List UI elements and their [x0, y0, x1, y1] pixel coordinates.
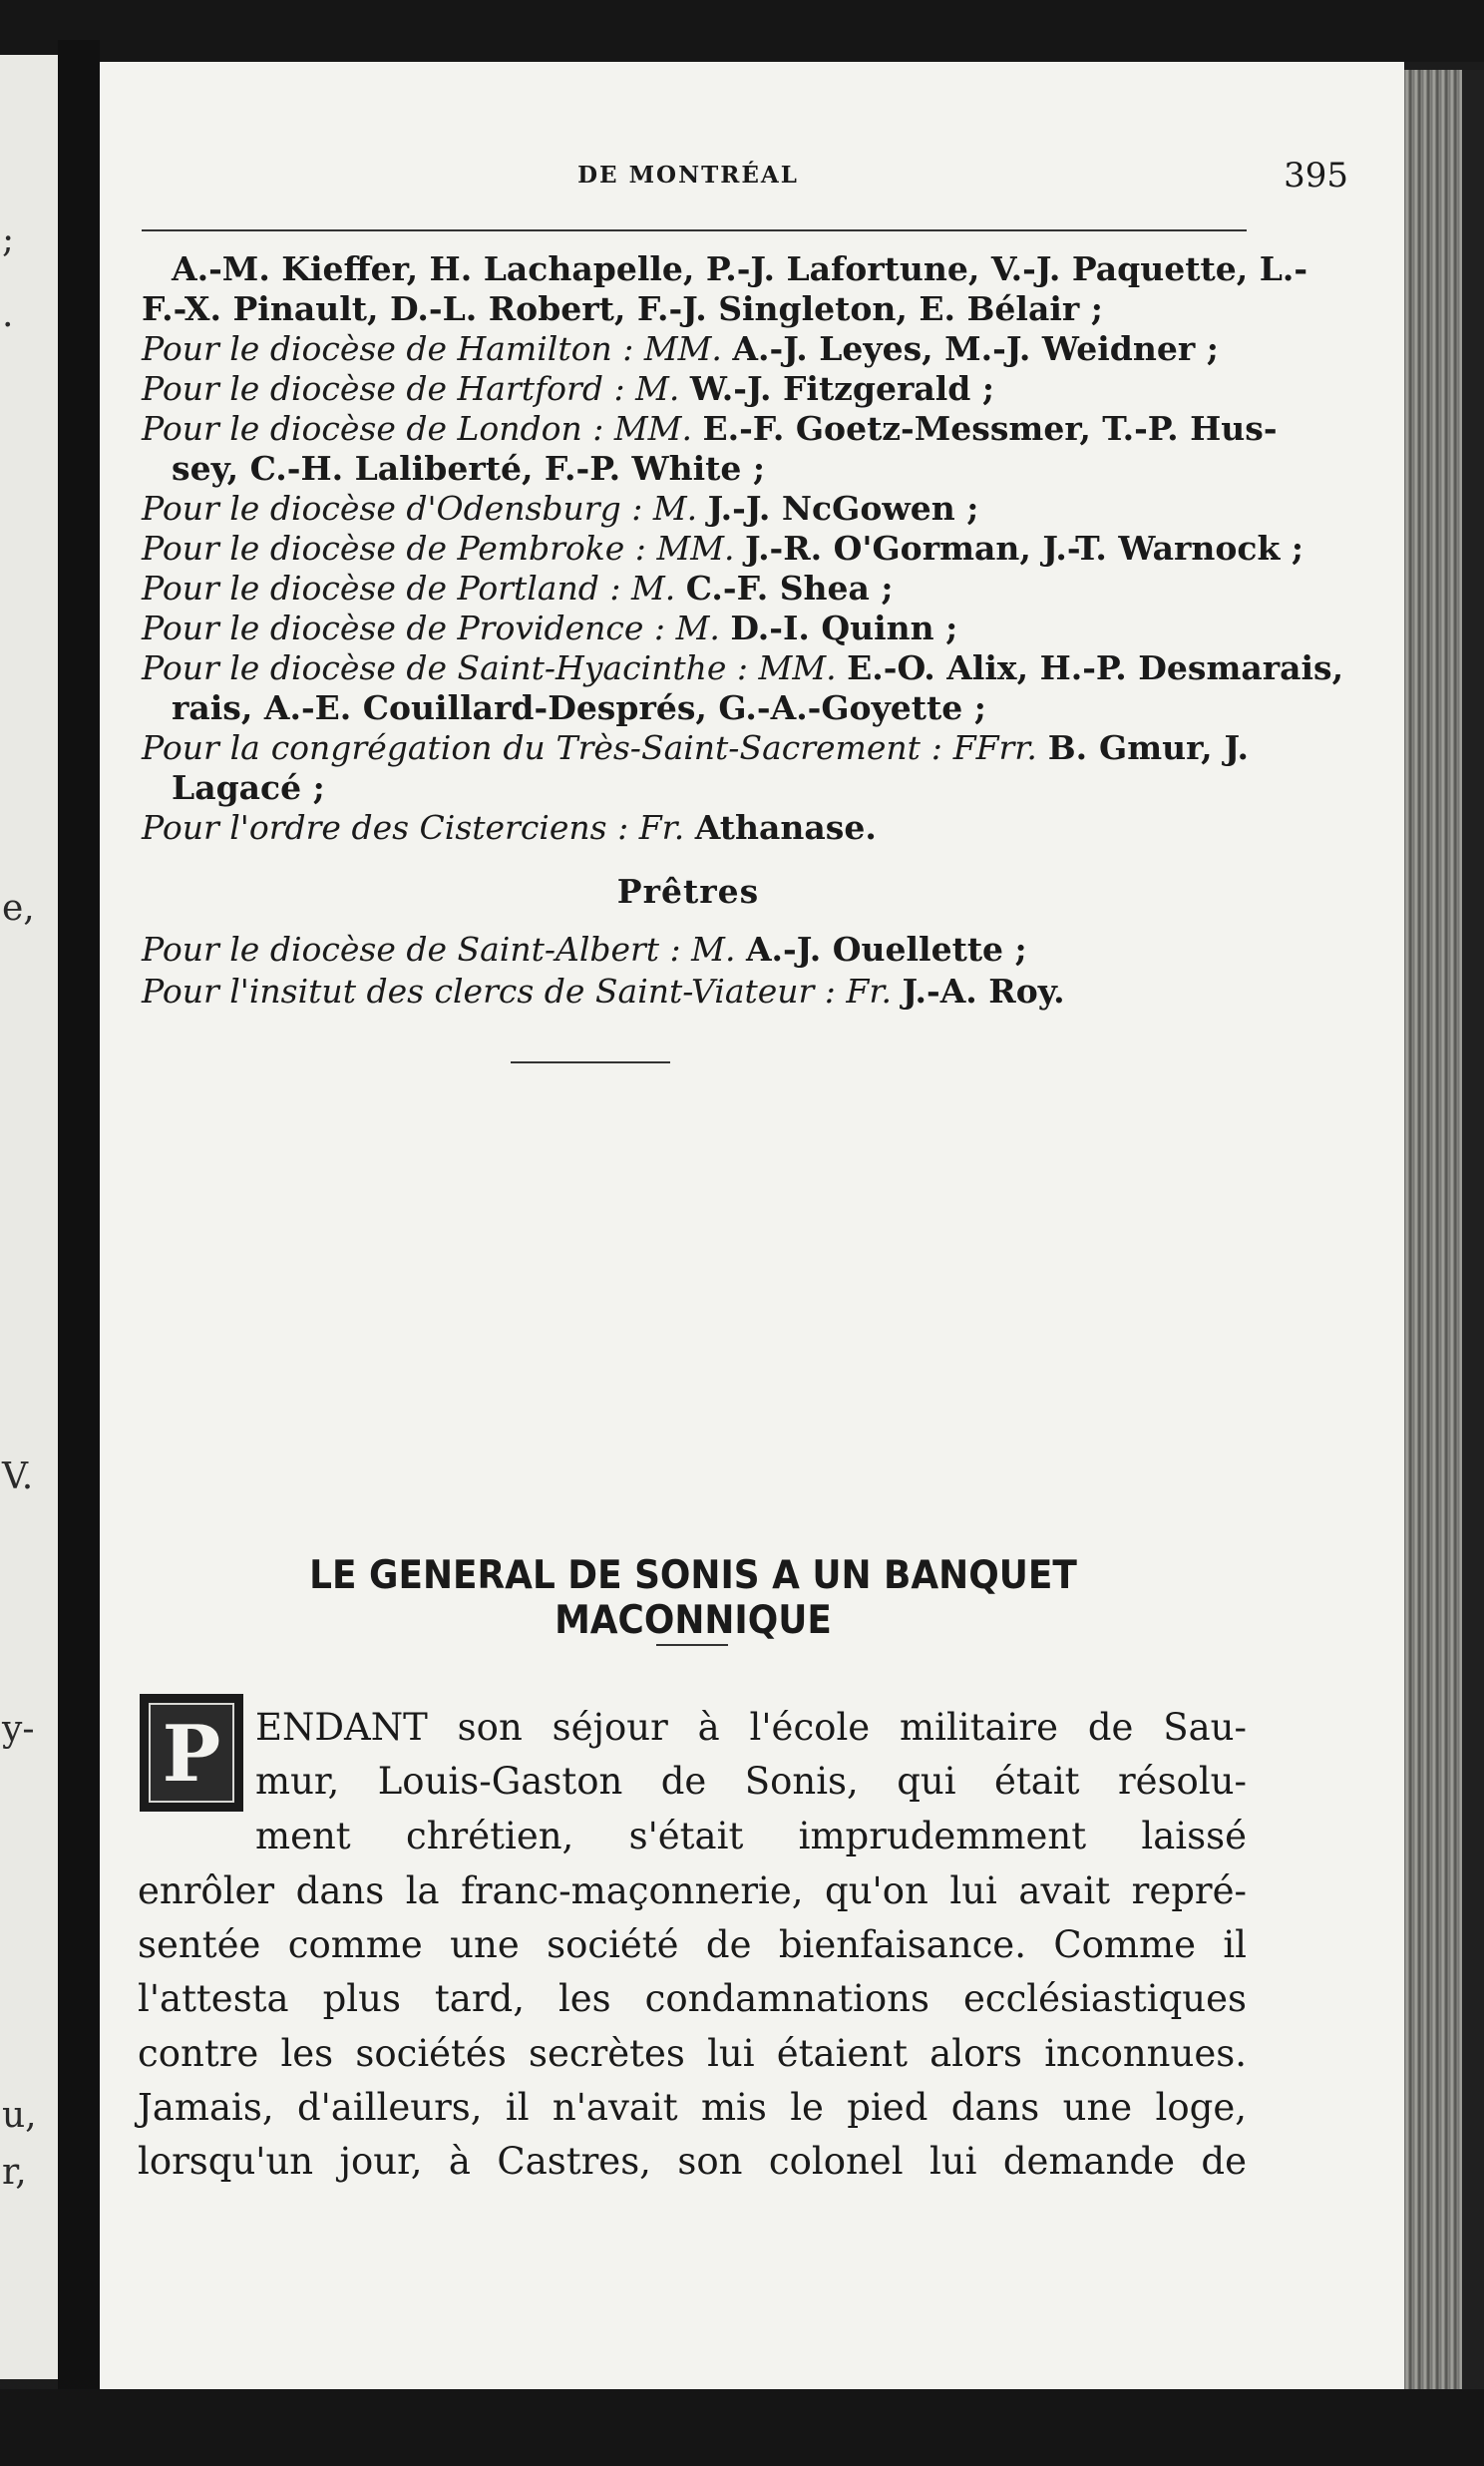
body-line: lorsqu'un jour, à Castres, son colonel lui demande de	[138, 2140, 1247, 2183]
body-line: Jamais, d'ailleurs, il n'avait mis le pied dans une loge,	[138, 2086, 1247, 2129]
drop-cap	[140, 1694, 243, 1812]
facing-page-edge	[0, 55, 58, 2379]
body-line: ENDANT son séjour à l'école militaire de Sau-	[255, 1706, 1247, 1749]
diocese-label: Pour le diocèse de London :	[142, 409, 604, 448]
list-line: F.-X. Pinault, D.-L. Robert, F.-J. Singleton, E. Bélair ;	[142, 289, 1103, 328]
facing-page-fragment: ;	[2, 219, 15, 260]
list-entry	[142, 369, 1249, 409]
facing-page-fragment: y-	[2, 1709, 35, 1750]
article-title: LE GENERAL DE SONIS A UN BANQUET MACONNIQUE	[309, 1553, 1077, 1643]
book-page	[100, 62, 1404, 2389]
list-entry	[142, 930, 1249, 970]
diocese-label: Pour le diocèse de Providence :	[142, 609, 666, 647]
list-entry	[142, 489, 1249, 529]
diocese-label: Pour le diocèse de Hamilton :	[142, 329, 634, 368]
section-divider	[511, 1061, 670, 1063]
book-gutter	[58, 40, 100, 2394]
names: J.-A. Roy.	[902, 972, 1065, 1011]
names: E.-F. Goetz-Messmer, T.-P. Hus-	[702, 409, 1278, 448]
names: J.-J. NcGowen ;	[707, 489, 979, 528]
title-abbrev: FFrr.	[952, 728, 1037, 767]
names: C.-F. Shea ;	[685, 569, 894, 608]
body-line: l'attesta plus tard, les condamnations ecclésiastiques	[138, 1977, 1247, 2020]
drop-cap-letter: P	[149, 1703, 234, 1803]
diocese-label: Pour le diocèse de Saint-Hyacinthe :	[142, 648, 749, 687]
header-rule	[142, 229, 1247, 231]
facing-page-fragment: V.	[2, 1456, 34, 1497]
diocese-label: Pour le diocèse de Saint-Albert :	[142, 930, 681, 969]
names: B. Gmur, J.	[1047, 728, 1249, 767]
facing-page-fragment: .	[2, 294, 14, 335]
body-line: contre les sociétés secrètes lui étaient alors inconnues.	[138, 2032, 1247, 2075]
names: A.-J. Leyes, M.-J. Weidner ;	[732, 329, 1219, 368]
facing-page-fragment: r,	[2, 2152, 27, 2193]
facing-page-fragment: u,	[2, 2095, 37, 2136]
list-entry	[142, 728, 1249, 768]
scan-top-border	[0, 0, 1484, 62]
running-head	[130, 154, 1346, 194]
section-heading: Prêtres	[616, 872, 760, 911]
names: W.-J. Fitzgerald ;	[689, 369, 995, 408]
list-entry	[142, 529, 1304, 569]
facing-page-fragment: e,	[2, 888, 35, 929]
list-line: Lagacé ;	[172, 768, 325, 807]
title-abbrev: M.	[691, 930, 736, 969]
title-abbrev: MM.	[656, 529, 735, 568]
names: E.-O. Alix, H.-P. Desmarais,	[847, 648, 1344, 687]
list-entry	[142, 409, 1278, 449]
body-line: enrôler dans la franc-maçonnerie, qu'on lui avait repré-	[138, 1869, 1247, 1912]
list-entry	[142, 648, 1344, 688]
title-abbrev: M.	[635, 369, 680, 408]
diocese-label: Pour le diocèse de Hartford :	[142, 369, 625, 408]
list-entry	[142, 972, 1249, 1012]
body-line: sentée comme une société de bienfaisance. Comme il	[138, 1923, 1247, 1966]
page-stack-edge	[1404, 70, 1484, 2394]
title-underline	[656, 1644, 728, 1646]
title-abbrev: M.	[652, 489, 698, 528]
title-abbrev: MM.	[643, 329, 722, 368]
diocese-label: Pour le diocèse de Pembroke :	[142, 529, 646, 568]
list-entry	[142, 808, 1249, 848]
names: J.-R. O'Gorman, J.-T. Warnock ;	[745, 529, 1304, 568]
body-line: ment chrétien, s'était imprudemment laissé	[255, 1815, 1247, 1857]
title-abbrev: MM.	[758, 648, 837, 687]
title-abbrev: MM.	[613, 409, 692, 448]
congregation-label: Pour la congrégation du Très-Saint-Sacrement :	[142, 728, 942, 767]
title-abbrev: Fr.	[638, 808, 685, 847]
names: A.-J. Ouellette ;	[745, 930, 1027, 969]
diocese-label: Pour le diocèse d'Odensburg :	[142, 489, 643, 528]
title-abbrev: M.	[675, 609, 720, 647]
order-label: Pour l'ordre des Cisterciens :	[142, 808, 629, 847]
list-line: rais, A.-E. Couillard-Després, G.-A.-Goyette ;	[172, 688, 986, 727]
title-abbrev: M.	[630, 569, 676, 608]
running-title: DE MONTRÉAL	[577, 162, 799, 189]
names: Athanase.	[694, 808, 877, 847]
list-entry	[142, 569, 1249, 609]
names: D.-I. Quinn ;	[730, 609, 958, 647]
page-number: 395	[1284, 156, 1348, 196]
title-abbrev: Fr.	[846, 972, 892, 1011]
diocese-label: Pour le diocèse de Portland :	[142, 569, 621, 608]
list-entry	[142, 329, 1249, 369]
list-entry	[142, 609, 1249, 648]
institute-label: Pour l'insitut des clercs de Saint-Viateur :	[142, 972, 836, 1011]
body-line: mur, Louis-Gaston de Sonis, qui était résolu-	[255, 1760, 1247, 1803]
list-line: sey, C.-H. Laliberté, F.-P. White ;	[172, 449, 766, 488]
scan-bottom-border	[0, 2389, 1484, 2466]
list-line: A.-M. Kieffer, H. Lachapelle, P.-J. Lafortune, V.-J. Paquette, L.-	[172, 249, 1308, 288]
